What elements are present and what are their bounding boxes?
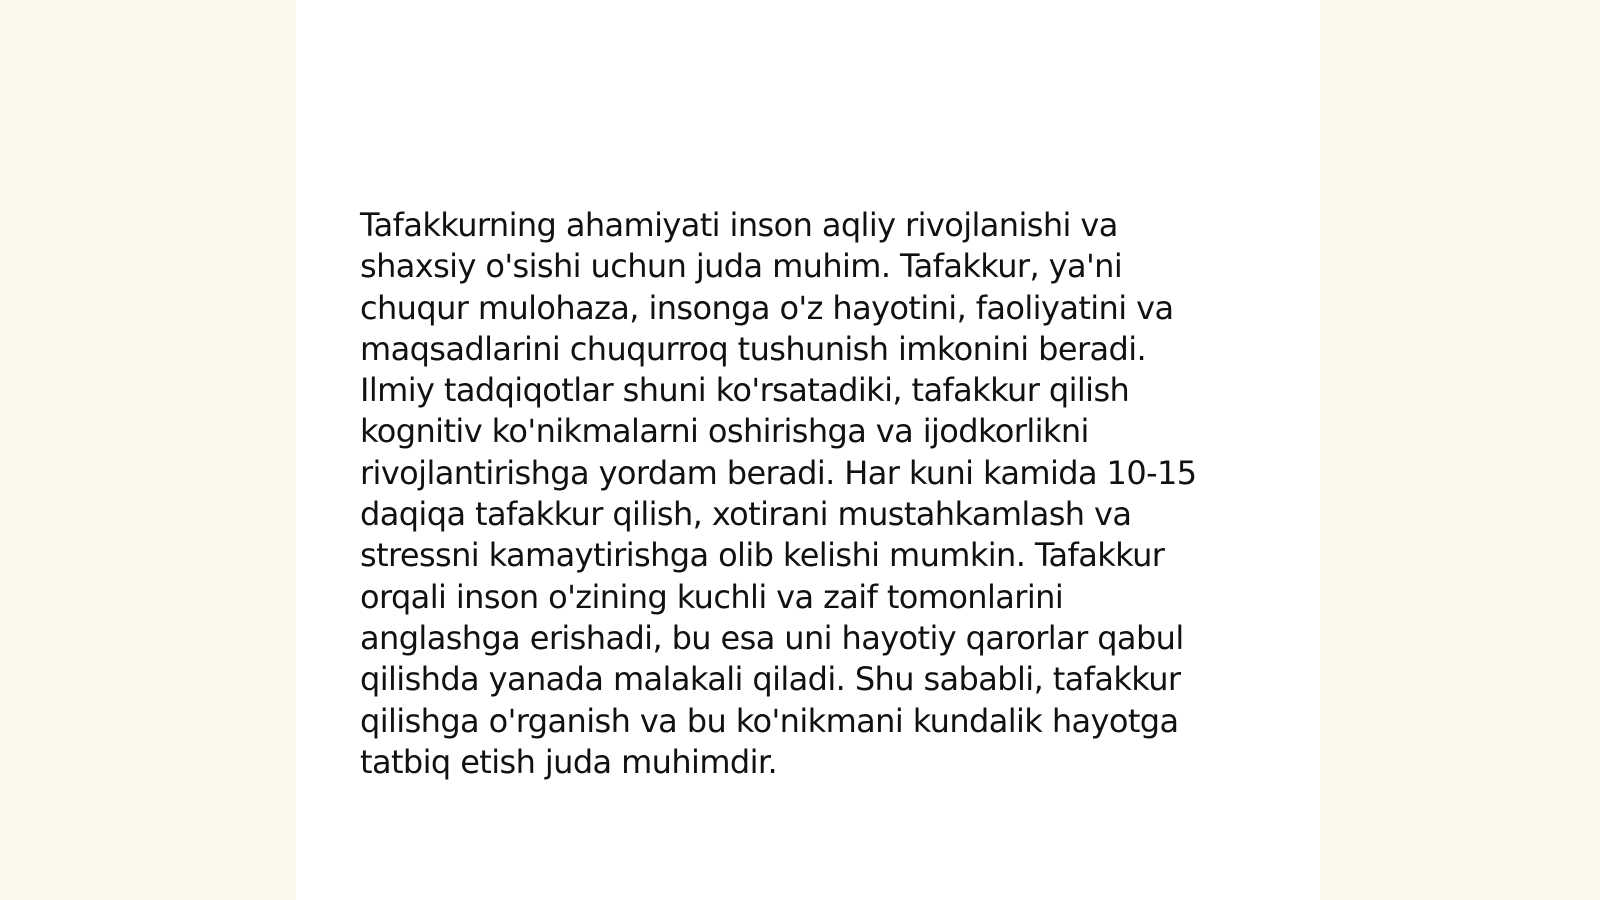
paragraph-line: rivojlantirishga yordam beradi. Har kuni kamida 10-15 bbox=[360, 453, 1197, 492]
document-page bbox=[296, 0, 1320, 900]
paragraph-line: stressni kamaytirishga olib kelishi mumkin. Tafakkur bbox=[360, 536, 1165, 575]
paragraph-line: shaxsiy o'sishi uchun juda muhim. Tafakkur, ya'ni bbox=[360, 247, 1123, 286]
paragraph-line: maqsadlarini chuqurroq tushunish imkonini beradi. bbox=[360, 329, 1147, 368]
paragraph-line: qilishga o'rganish va bu ko'nikmani kundalik hayotga bbox=[360, 701, 1179, 740]
paragraph-line: kognitiv ko'nikmalarni oshirishga va ijodkorlikni bbox=[360, 412, 1089, 451]
paragraph-line: tatbiq etish juda muhimdir. bbox=[360, 742, 778, 781]
paragraph-line: qilishda yanada malakali qiladi. Shu sababli, tafakkur bbox=[360, 660, 1181, 699]
paragraph-line: orqali inson o'zining kuchli va zaif tomonlarini bbox=[360, 577, 1064, 616]
paragraph-line: chuqur mulohaza, insonga o'z hayotini, faoliyatini va bbox=[360, 288, 1174, 327]
paragraph-line: daqiqa tafakkur qilish, xotirani mustahkamlash va bbox=[360, 495, 1132, 534]
paragraph-line: anglashga erishadi, bu esa uni hayotiy qarorlar qabul bbox=[360, 618, 1184, 657]
paragraph-line: Tafakkurning ahamiyati inson aqliy rivojlanishi va bbox=[360, 206, 1118, 244]
paragraph-line: Ilmiy tadqiqotlar shuni ko'rsatadiki, tafakkur qilish bbox=[360, 371, 1130, 410]
body-paragraph bbox=[360, 205, 1260, 783]
